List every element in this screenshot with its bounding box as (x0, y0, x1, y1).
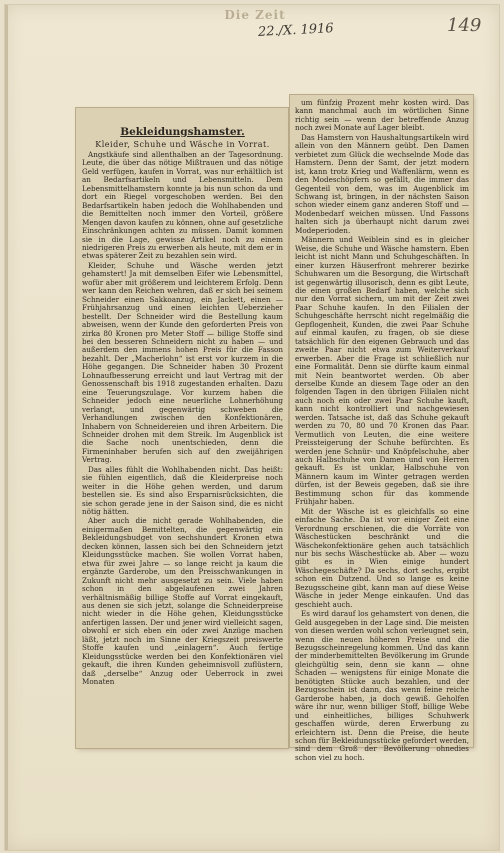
handwritten-page-number: 149 (447, 15, 482, 36)
article-subhead: Kleider, Schuhe und Wäsche in Vorrat. (95, 140, 270, 149)
article-paragraph: Das Hamstern von Haushaltungsartikeln wird allein von den Männern geübt. Den Damen verbietet zum Glück die wechselnde Mode das Hamstern. Denn der Samt, der jetzt modern ist, kann trotz Krieg und Waffenlärm, wenn es den Modeschöpfern so gefällt, die immer das Gegenteil von dem, was im Augenblick im Schwang ist, bringen, in der nächsten Saison schon wieder einem ganz anderen Stoff und — Modenbedarf weichen müssen. Und Fassons halten sich ja überhaupt nicht darum zwei Modeperioden. (295, 132, 469, 235)
article-paragraph: um fünfzig Prozent mehr kosten wird. Das kann manchmal auch im wörtlichen Sinne richtig sein — wenn der betreffende Anzug noch zwei Monate auf Lager bleibt. (295, 98, 469, 133)
article-paragraph: Angstkäufe sind allenthalben an der Tagesordnung. Leute, die über das nötige Mißtrauen und das nötige Geld verfügen, kaufen in Vorrat, was nur erhältlich ist an Bedarfsartikeln und Lebensmitteln. Dem Lebensmittelhamstern konnte ja bis nun schon da und dort ein Riegel vorgeschoben werden. Bei den Bedarfsartikeln haben jedoch die Wohlhabenden und die Bemittelten noch immer den Vorteil, größere Mengen davon kaufen zu können, ohne auf gesetzliche Einschränkungen achten zu müssen. Damit kommen sie in die Lage, gewisse Artikel noch zu einem niedrigeren Preis zu erwerben als heute, mit dem er in etwas späterer Zeit zu bezahlen sein wird. (82, 150, 283, 261)
article-paragraph: Mit der Wäsche ist es gleichfalls so eine einfache Sache. Da ist vor einiger Zeit eine Verordnung erschienen, die die Vorräte von Wäschestücken beschränkt und die Wäschekonfektionäre gehen auch tatsächlich nur bis sechs Wäschestücke ab. Aber — wozu gibt es in Wien einige hundert Wäschegeschäfte? Da sechs, dort sechs, ergibt schon ein Dutzend. Und so lange es keine Bezugsscheine gibt, kann man auf diese Weise Wäsche in jeder Menge einkaufen. Und das geschieht auch. (295, 506, 469, 609)
article-paragraph: Das alles fühlt die Wohlhabenden nicht. Das heißt: sie fühlen eigentlich, daß die Kleiderpreise noch weiter in die Höhe gehen werden, und darum bestellen sie. Es sind also Ersparnisrücksichten, die sie schon gerade jene in der Saison sind, die es nicht nötig hätten. (82, 464, 283, 517)
article-column-left (82, 112, 283, 744)
article-paragraph: Es wird darauf los gehamstert von denen, die Geld ausgegeben in der Lage sind. Die meisten von diesen werden wohl schon verleugnet sein, wenn die neuen höheren Preise und die Bezugsscheinregelung kommen. Und das kann der minderbemittelten Bevölkerung im Grunde gleichgültig sein, denn sie kann — ohne Schaden — wenigstens für einige Monate die benötigten Stücke auch bezahlen, und der Bezugsschein ist dann, das wenn feine reiche Garderobe haben, ja doch gewiß. Geholfen wäre ihr nur, wenn billiger Stoff, billige Webe und einheitliches, billiges Schuhwerk geschaffen würde, deren Erwerbung zu erleichtern ist. Denn die Preise, die heute schon für Bekleidungsstücke gefordert werden, sind dem Groß der Bevölkerung ohnedies schon viel zu hoch. (295, 609, 469, 762)
article-column-right (295, 98, 469, 762)
article-paragraph: Aber auch die nicht gerade Wohlhabenden, die einigermaßen Bemittelten, die gegenwärtig ein Bekleidungsbudget von sechshundert Kronen etwa decken können, lassen sich bei den Schneidern jetzt Kleidungsstücke machen. Sie wollen Vorrat haben, etwa für zwei Jahre — so lange reicht ja kaum die ergänzte Garderobe, um den Preisschwankungen in Zukunft nicht mehr ausgesetzt zu sein. Viele haben schon in den abgelaufenen zwei Jahren verhältnismäßig billige Stoffe auf Vorrat eingekauft, aus denen sie sich jetzt, solange die Schneiderpreise nicht wieder in die Höhe gehen, Kleidungsstücke anfertigen lassen. Der und jener wird vielleicht sagen, obwohl er sich eben ein oder zwei Anzüge machen läßt, jetzt noch im Sinne der Kriegszeit preiswerte Stoffe kaufen und „einlagern“. Auch fertige Kleidungsstücke werden bei den Konfektionären viel gekauft, die ihren Kunden geheimnisvoll zuflüstern, daß „derselbe“ Anzug oder Ueberrock in zwei Monaten (82, 516, 283, 687)
newspaper-masthead: Die Zeit (224, 8, 286, 22)
article-paragraph: Kleider, Schuhe und Wäsche werden jetzt gehamstert! Ja mit demselben Eifer wie Lebensmittel, wofür aber mit größerem und leichterem Erfolg. Denn wer kann den Reichen wehren, daß er sich bei seinem Schneider einen Sakkoanzug, ein Jackett, einen — Frühjahrsanzug und einen leichten Ueberzieher bestellt. Der Schneider wird die Bestellung kaum abweisen, wenn der Kunde den geforderten Preis von zirka 80 Kronen pro Meter Stoff — billige Stoffe sind bei den besseren Schneidern nicht zu haben — und außerdem den immens hohen Preis für die Fasson bezahlt. Der „Macherlohn“ ist erst vor kurzem in die Höhe gegangen. Die Schneider haben 30 Prozent Lohnaufbesserung erreicht und laut Vertrag mit der Genossenschaft bis 1918 zugestanden erhalten. Dazu eine Teuerungszulage. Vor kurzem haben die Schneider jedoch eine neuerliche Lohnerhöhung verlangt, und gegenwärtig schweben die Verhandlungen zwischen den Konfektionären, Inhabern von Schneidereien und ihren Arbeitern. Die Schneider drohen mit dem Streik. Im Augenblick ist die Sache noch unentschieden, denn die Firmeninhaber berufen sich auf den zweijährigen Vertrag. (82, 260, 283, 465)
article-headline: Bekleidungshamster. (120, 126, 245, 138)
article-paragraph: Männern und Weiblein sind es in gleicher Weise, die Schuhe und Wäsche hamstern. Eben leicht ist nicht Mann und Schuhgeschäften. In einer kurzen Häuserfront mehrerer bezirke Schuhwaren um die Besorgung, die Wirtschaft ist gegenwärtig illusorisch, denn es gibt Leute, die einen großen Bedarf haben, welche sich nur den Vorrat sichern, um mit der Zeit zwei Paar Schuhe kaufen. In den Filialen der Schuhgeschäfte herrscht nicht regelmäßig die Gepflogenheit, Kunden, die zwei Paar Schuhe auf einmal kaufen, zu fragen, ob sie diese tatsächlich für den eigenen Gebrauch und das zweite Paar nicht etwa zum Weiterverkauf erwerben. Aber die Frage ist schließlich nur eine Formalität. Denn sie dürfte kaum einmal mit Nein beantwortet werden. Ob aber derselbe Kunde an diesem Tage oder an den folgenden Tagen in den übrigen Filialen nicht auch noch ein oder zwei Paar Schuhe kauft, kann nicht kontrolliert und nachgewiesen werden. Tatsache ist, daß das Schuhe gekauft werden zu 70, 80 und 70 Kronen das Paar. Vermutlich von Leuten, die eine weitere Preissteigerung der Schuhe befürchten. Es werden jene Schnür- und Knöpfelschuhe, aber auch Halbschuhe von Damen und von Herren gekauft. Es ist unklar, Halbschuhe von Männern kaum im Winter getragen werden dürfen, ist der Beweis gegeben, daß sie ihre Bestimmung schon für das kommende Frühjahr haben. (295, 235, 469, 507)
handwritten-date: 22./X. 1916 (257, 21, 335, 40)
sheet-binding-edge (5, 5, 8, 850)
